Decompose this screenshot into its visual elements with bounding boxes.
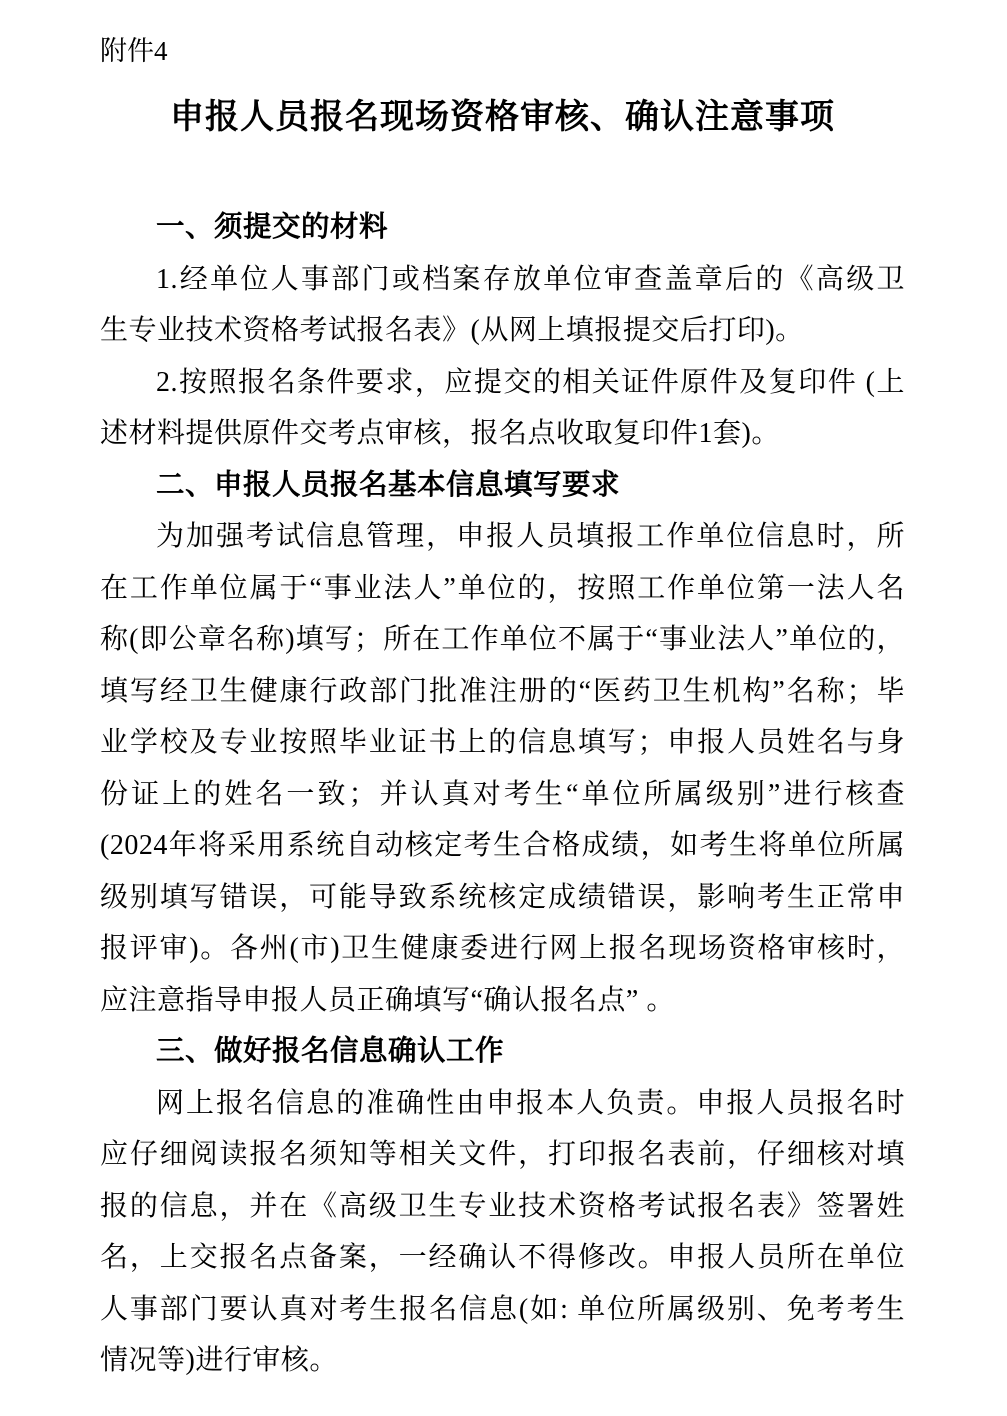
section-basic-info-requirements [100, 460, 905, 1027]
paragraph-line: 名，上交报名点备案，一经确认不得修改。申报人员所在单位 [100, 1242, 905, 1273]
paragraph-line: 生专业技术资格考试报名表》(从网上填报提交后打印)。 [100, 315, 804, 346]
paragraph-line: 称(即公章名称)填写；所在工作单位不属于“事业法人”单位的， [100, 624, 905, 655]
paragraph-line: 网上报名信息的准确性由申报本人负责。申报人员报名时 [156, 1087, 905, 1119]
paragraph-line: 填写经卫生健康行政部门批准注册的“医药卫生机构”名称；毕 [100, 675, 905, 707]
section-heading-confirmation: 三、做好报名信息确认工作 [156, 1035, 505, 1067]
section-materials [100, 202, 905, 460]
attachment-label: 附件4 [100, 36, 168, 66]
section-info-confirmation [100, 1026, 905, 1387]
paragraph-line: 报的信息，并在《高级卫生专业技术资格考试报名表》签署姓 [100, 1190, 905, 1222]
paragraph-line: 2.按照报名条件要求，应提交的相关证件原件及复印件 (上 [156, 366, 905, 398]
section-heading-basic-info: 二、申报人员报名基本信息填写要求 [156, 468, 621, 501]
paragraph-line: 份证上的姓名一致；并认真对考生“单位所属级别”进行核查 [100, 778, 905, 810]
paragraph-line: 业学校及专业按照毕业证书上的信息填写；申报人员姓名与身 [100, 727, 905, 758]
paragraph-line: 应注意指导申报人员正确填写“确认报名点” 。 [100, 984, 675, 1016]
section-heading-materials: 一、须提交的材料 [156, 211, 389, 243]
paragraph-line: 在工作单位属于“事业法人”单位的，按照工作单位第一法人名 [100, 572, 905, 604]
paragraph-line: (2024年将采用系统自动核定考生合格成绩，如考生将单位所属 [100, 830, 905, 861]
paragraph-line: 1.经单位人事部门或档案存放单位审查盖章后的《高级卫 [156, 263, 905, 295]
paragraph-line: 报评审)。各州(市)卫生健康委进行网上报名现场资格审核时， [100, 933, 905, 964]
paragraph-line: 情况等)进行审核。 [100, 1345, 338, 1376]
paragraph-line: 人事部门要认真对考生报名信息(如: 单位所属级别、免考考生 [100, 1293, 905, 1325]
document-title: 申报人员报名现场资格审核、确认注意事项 [170, 98, 835, 136]
paragraph-line: 为加强考试信息管理，申报人员填报工作单位信息时，所 [156, 521, 905, 552]
paragraph-line: 级别填写错误，可能导致系统核定成绩错误，影响考生正常申 [100, 881, 905, 913]
paragraph-line: 应仔细阅读报名须知等相关文件，打印报名表前，仔细核对填 [100, 1139, 905, 1170]
paragraph-line: 述材料提供原件交考点审核，报名点收取复印件1套)。 [100, 418, 780, 449]
